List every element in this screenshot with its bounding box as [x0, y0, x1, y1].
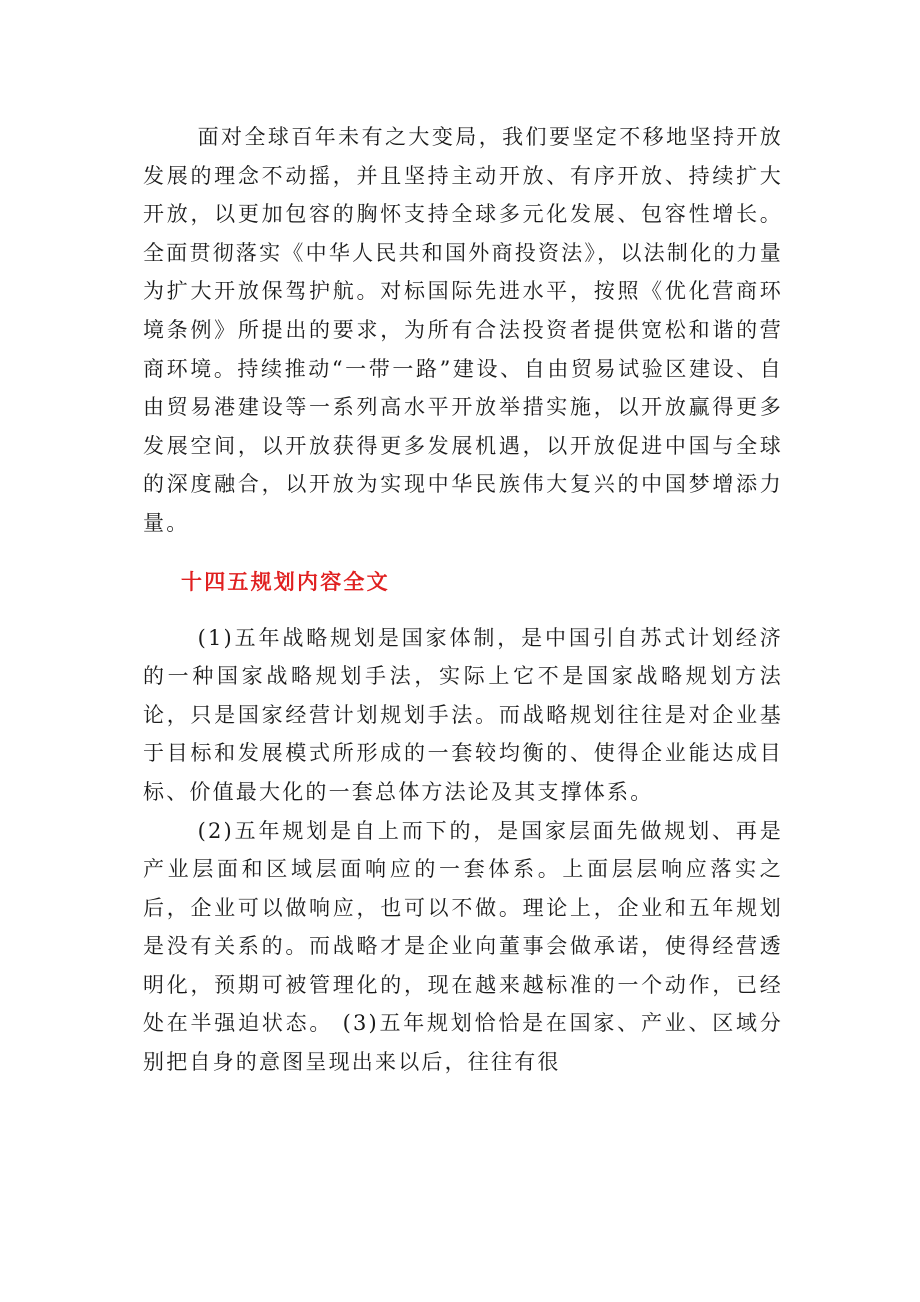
section-heading: 十四五规划内容全文 [181, 568, 390, 594]
document-body [143, 118, 783, 1082]
paragraph-section-1: (1)五年战略规划是国家体制，是中国引自苏式计划经济的一种国家战略规划手法，实际上它不是国家战略规划方法论，只是国家经营计划规划手法。而战略规划往往是对企业基于目标和发展模式所形成的一套较均衡的、使得企业能达成目标、价值最大化的一套总体方法论及其支撑体系。 [143, 625, 783, 804]
paragraph-section-2: (2)五年规划是自上而下的，是国家层面先做规划、再是产业层面和区域层面响应的一套体系。上面层层响应落实之后，企业可以做响应，也可以不做。理论上，企业和五年规划是没有关系的。而战略才是企业向董事会做承诺，使得经营透明化，预期可被管理化的，现在越来越标准的一个动作，已经处在半强迫状态。 (3)五年规划恰恰是在国家、产业、区域分别把自身的意图呈现出来以后，往往有很 [143, 818, 783, 1075]
paragraph-opening: 面对全球百年未有之大变局，我们要坚定不移地坚持开放发展的理念不动摇，并且坚持主动开放、有序开放、持续扩大开放，以更加包容的胸怀支持全球多元化发展、包容性增长。全面贯彻落实《中华人民共和国外商投资法》，以法制化的力量为扩大开放保驾护航。对标国际先进水平，按照《优化营商环境条例》所提出的要求，为所有合法投资者提供宽松和谐的营商环境。持续推动“一带一路”建设、自由贸易试验区建设、自由贸易港建设等一系列高水平开放举措实施，以开放赢得更多发展空间，以开放获得更多发展机遇，以开放促进中国与全球的深度融合，以开放为实现中华民族伟大复兴的中国梦增添力量。 [143, 125, 783, 535]
